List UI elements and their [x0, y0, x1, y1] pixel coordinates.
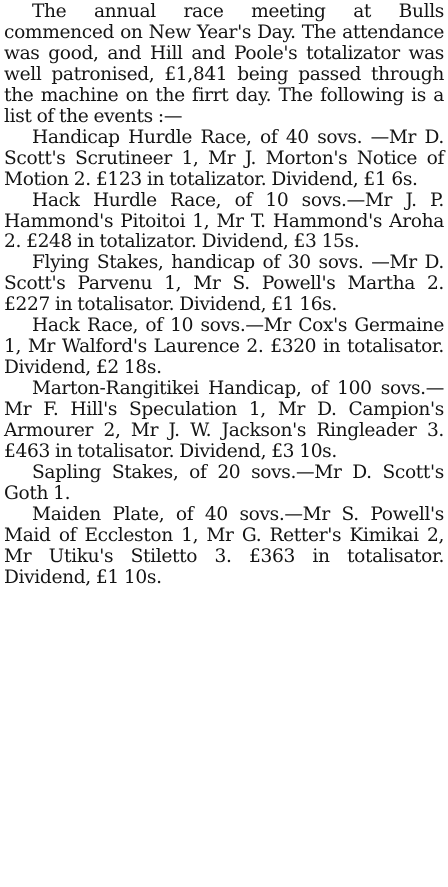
paragraph-hack-hurdle-race: Hack Hurdle Race, of 10 sovs.—Mr J. P. Hammond's Pitoitoi 1, Mr T. Hammond's Aroha 2. £248 in totalizator. Dividend, £3 15s.: [4, 189, 444, 253]
paragraph-marton-rangitikei-handicap: Marton-Rangitikei Handicap, of 100 sovs.—Mr F. Hill's Speculation 1, Mr D. Campion's Armourer 2, Mr J. W. Jackson's Ringleader 3. £463 in totalisator. Dividend, £3 10s.: [4, 378, 444, 463]
paragraph-intro: The annual race meeting at Bulls commenced on New Year's Day. The attendance was good, and Hill and Poole's totalizator was well patronised, £1,841 being passed through the machine on the firrt day. The following is a list of the events :—: [4, 1, 444, 127]
paragraph-hack-race: Hack Race, of 10 sovs.—Mr Cox's Germaine 1, Mr Walford's Laurence 2. £320 in totalisator. Dividend, £2 18s.: [4, 315, 444, 379]
paragraph-maiden-plate: Maiden Plate, of 40 sovs.—Mr S. Powell's Maid of Eccleston 1, Mr G. Retter's Kimikai 2, Mr Utiku's Stiletto 3. £363 in totalisator. Dividend, £1 10s.: [4, 503, 444, 588]
paragraph-sapling-stakes: Sapling Stakes, of 20 sovs.—Mr D. Scott's Goth 1.: [4, 461, 444, 504]
paragraph-handicap-hurdle-race: Handicap Hurdle Race, of 40 sovs. —Mr D. Scott's Scrutineer 1, Mr J. Morton's Notice of Motion 2. £123 in totalizator. Dividend, £1 6s.: [4, 126, 444, 190]
paragraph-flying-stakes: Flying Stakes, handicap of 30 sovs. —Mr D. Scott's Parvenu 1, Mr S. Powell's Martha 2. £227 in totalisator. Dividend, £1 16s.: [4, 252, 444, 316]
